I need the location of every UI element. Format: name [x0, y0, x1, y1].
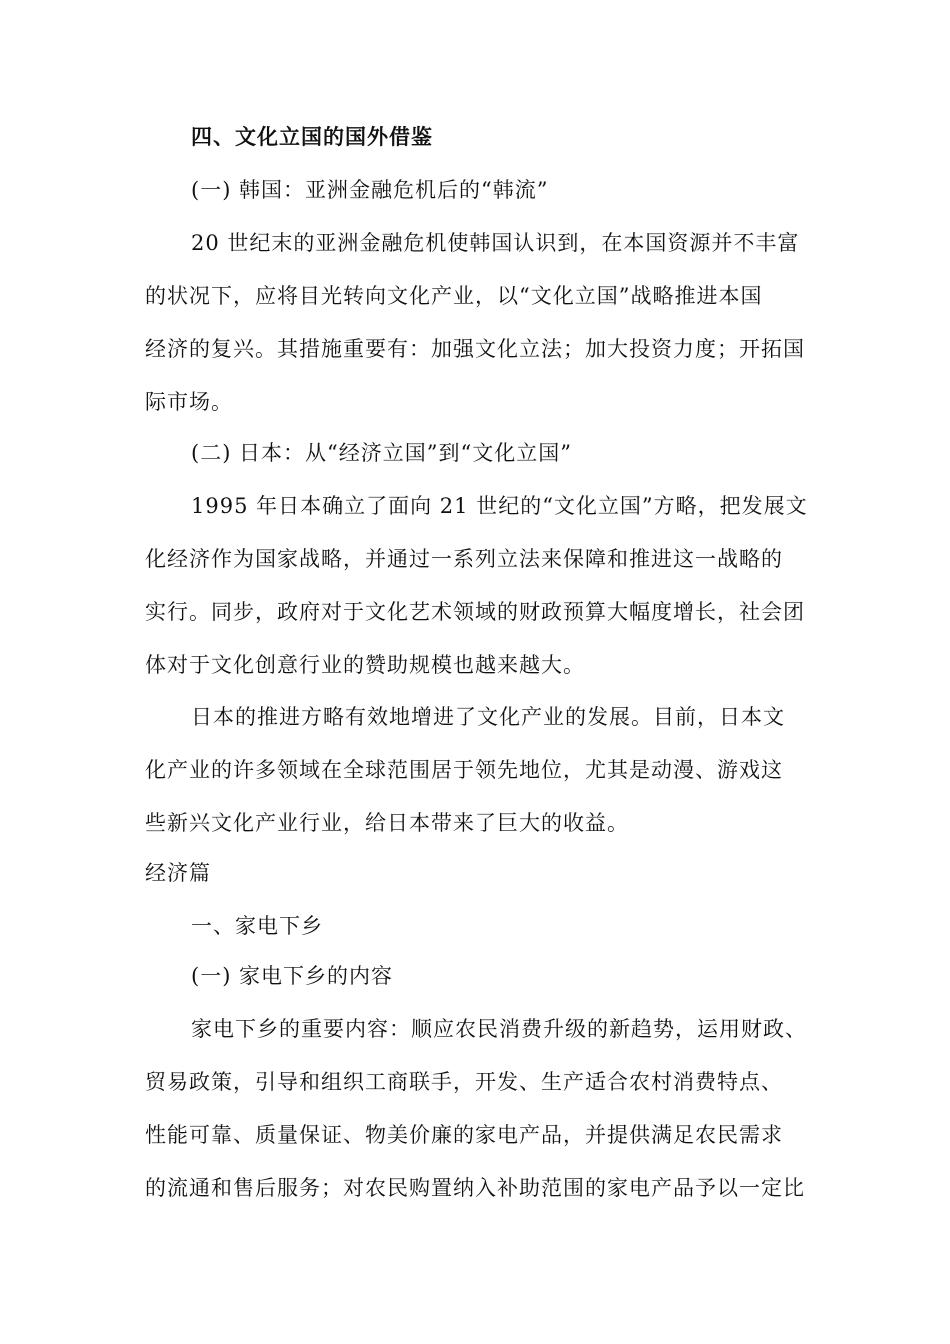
korea-paragraph-line-1: 20 世纪末的亚洲金融危机使韩国认识到，在本国资源并不丰富 [191, 231, 800, 255]
economy-paragraph-line-2: 贸易政策，引导和组织工商联手，开发、生产适合农村消费特点、 [145, 1070, 783, 1094]
economy-sub-sub-heading: (一) 家电下乡的内容 [191, 964, 394, 988]
korea-paragraph-line-3: 经济的复兴。其措施重要有：加强文化立法；加大投资力度；开拓国 [145, 337, 805, 361]
economy-paragraph-line-3: 性能可靠、质量保证、物美价廉的家电产品，并提供满足农民需求 [145, 1123, 783, 1147]
japan-paragraph1-line-1: 1995 年日本确立了面向 21 世纪的“文化立国”方略，把发展文 [191, 494, 808, 518]
japan-paragraph2-line-3: 些新兴文化产业行业，给日本带来了巨大的收益。 [145, 811, 629, 835]
economy-paragraph-line-4: 的流通和售后服务；对农民购置纳入补助范围的家电产品予以一定比 [145, 1176, 805, 1200]
japan-paragraph1-line-2: 化经济作为国家战略，并通过一系列立法来保障和推进这一战略的 [145, 547, 783, 571]
japan-paragraph2-line-1: 日本的推进方略有效地增进了文化产业的发展。目前，日本文 [191, 705, 785, 729]
japan-heading: (二) 日本：从“经济立国”到“文化立国” [191, 441, 573, 465]
korea-paragraph-line-2: 的状况下，应将目光转向文化产业，以“文化立国”战略推进本国 [145, 284, 763, 308]
korea-paragraph-line-4: 际市场。 [145, 390, 233, 414]
economy-sub-heading: 一、家电下乡 [191, 914, 323, 938]
japan-paragraph1-line-3: 实行。同步，政府对于文化艺术领域的财政预算大幅度增长，社会团 [145, 600, 805, 624]
japan-paragraph1-line-4: 体对于文化创意行业的赞助规模也越来越大。 [145, 653, 585, 677]
korea-heading: (一) 韩国：亚洲金融危机后的“韩流” [191, 178, 549, 202]
japan-paragraph2-line-2: 化产业的许多领域在全球范围居于领先地位，尤其是动漫、游戏这 [145, 758, 783, 782]
economy-paragraph-line-1: 家电下乡的重要内容：顺应农民消费升级的新趋势，运用财政、 [191, 1017, 807, 1041]
economy-title: 经济篇 [145, 861, 211, 885]
section-heading: 四、文化立国的国外借鉴 [191, 124, 433, 149]
